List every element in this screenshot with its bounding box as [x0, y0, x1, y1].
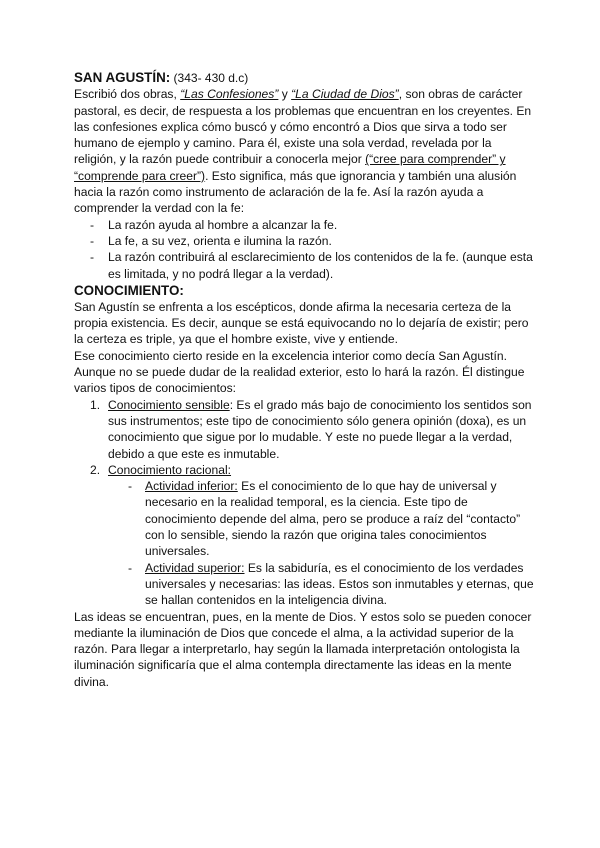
item-text: : Es el grado más bajo de conocimiento los sentidos son sus instrumentos; este tipo de conocimiento sólo genera opinión (doxa), es un conocimiento que sigue por lo mudable. Y este no puede llegar a la verdad, debido a que este es inmutable.: [108, 397, 532, 461]
heading-san-agustin: [74, 70, 534, 86]
list-item-racional: [74, 462, 534, 609]
intro-text-a: Escribió dos obras,: [74, 87, 181, 102]
sublist-item-superior: [108, 560, 534, 609]
section-title: SAN AGUSTÍN:: [74, 70, 171, 85]
list-item: - La razón ayuda al hombre a alcanzar la fe.: [74, 217, 534, 233]
knowledge-paragraph: Ese conocimiento cierto reside en la excelencia interior como decía San Agustín. Aunque no se puede dudar de la realidad exterior, esto lo hará la razón. Él distingue varios tipos de conocimientos:: [74, 348, 525, 396]
list-number: 2.: [90, 462, 101, 477]
list-item-sensible: [74, 397, 534, 462]
sub-text: Es el conocimiento de lo que hay de universal y necesario en la realidad temporal, es la ciencia. Este tipo de conocimiento depende del alma, pero se produce a raíz del “contacto” con lo sensible, siendo la razón que origina tales conocimientos universales.: [145, 479, 521, 559]
faith-reason-list: [74, 217, 534, 282]
section-dates: (343- 430 d.c): [170, 71, 249, 85]
intro-text-b: y: [278, 87, 292, 102]
sub-text: Es la sabiduría, es el conocimiento de los verdades universales y necesarias: las ideas. Estos son inmutables y eternas, que se hallan contenidos en la inteligencia divina.: [145, 560, 534, 608]
sublist-item-inferior: [108, 478, 534, 559]
intro-text-c: , son obras de carácter pastoral, es decir, de respuesta a los problemas que encuentran en los creyentes. En las confesiones explica cómo buscó y cómo encontró a Dios que sirva a todo ser humano de ejemplo y camino. Para él, existe una sola verdad, revelada por la religión, y la razón puede contribuir a conocerla mejor: [74, 87, 532, 167]
motto-text: (“cree para comprender” y “comprende para creer”): [74, 152, 506, 183]
work-title-confesiones: “Las Confesiones”: [180, 87, 279, 102]
skeptics-paragraph: San Agustín se enfrenta a los escépticos, donde afirma la necesaria certeza de la propia existencia. Es decir, aunque se está equivocando no lo dejaría de existir; pero la certeza es triple, ya que el hombre existe, vive y entiende.: [74, 299, 529, 347]
list-item: - La fe, a su vez, orienta e ilumina la razón.: [74, 233, 534, 249]
activity-sublist: [108, 478, 534, 608]
sub-label: Actividad inferior:: [145, 479, 238, 494]
closing-paragraph: Las ideas se encuentran, pues, en la mente de Dios. Y estos solo se pueden conocer mediante la iluminación de Dios que concede el alma, a la actividad superior de la razón. Para llegar a interpretarlo, hay según la llamada interpretación ontologista la iluminación significaría que el alma contempla directamente las ideas en la mente divina.: [74, 609, 532, 689]
intro-text-d: . Esto significa, más que ignorancia y también una alusión hacia la razón como instrumento de aclaración de la fe. Así la razón ayuda a comprender la verdad con la fe:: [74, 168, 517, 216]
list-number: 1.: [90, 397, 101, 412]
item-label: Conocimiento sensible: [108, 397, 230, 412]
work-title-ciudad-de-dios: “La Ciudad de Dios”: [291, 87, 399, 102]
heading-conocimiento: CONOCIMIENTO:: [74, 282, 184, 298]
sub-label: Actividad superior:: [145, 560, 245, 575]
list-item: - La razón contribuirá al esclarecimiento de los contenidos de la fe. (aunque esta es limitada, y no podrá llegar a la verdad).: [74, 249, 534, 282]
document-body: [74, 70, 534, 690]
item-label: Conocimiento racional:: [108, 462, 232, 477]
intro-paragraph: [74, 86, 534, 216]
knowledge-types-list: [74, 397, 534, 609]
